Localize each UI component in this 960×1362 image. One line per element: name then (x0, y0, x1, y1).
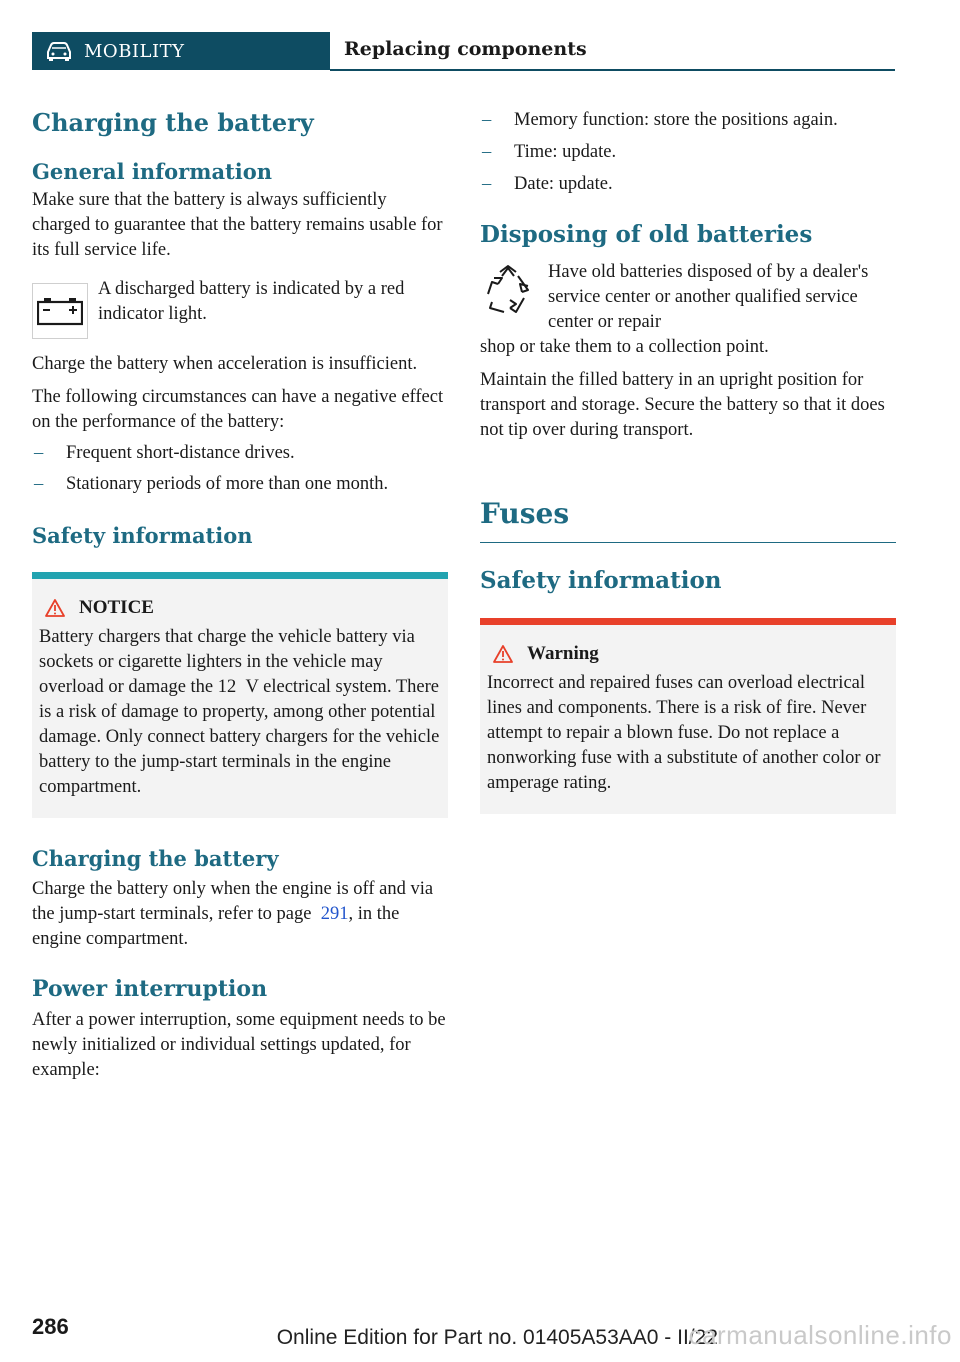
right-column (480, 100, 896, 814)
disposing-text: Have old batteries disposed of by a dealer's service center or another qualified service center or repair (548, 262, 869, 332)
notice-box (32, 572, 448, 818)
charging-heading: Charging the battery (32, 846, 279, 871)
maintain-text: Maintain the filled battery in an upright position for transport and storage. Secure the battery so that it does not tip over during transport. (480, 370, 885, 440)
general-info-text: Make sure that the battery is always sufficiently charged to guarantee that the battery remains usable for its full service life. (32, 190, 443, 260)
disposing-block (480, 260, 896, 335)
indicator-text: A discharged battery is indicated by a red indicator light. (98, 279, 405, 324)
dash-bullet: – (482, 174, 492, 194)
disposing-text-continued: shop or take them to a collection point. (480, 337, 769, 357)
warning-box (480, 618, 896, 814)
warning-triangle-icon (493, 645, 513, 663)
circumstances-intro: The following circumstances can have a negative effect on the performance of the battery: (32, 387, 444, 432)
battery-icon (32, 283, 88, 339)
watermark: carmanualsonline.info (688, 1320, 952, 1350)
chapter-title: Replacing components (344, 38, 587, 60)
notice-title-row (39, 597, 440, 619)
dash-bullet: – (482, 142, 492, 162)
warning-title-row (487, 643, 888, 665)
car-icon (44, 40, 74, 62)
notice-text: Battery chargers that charge the vehicle battery via sockets or cigarette lighters in the vehicle may overload or damage the 12 V electrical system. There is a risk of damage to property, among other potential damage. Only connect battery chargers for the vehicle battery to the jump-start terminals in the engine compartment. (39, 627, 440, 797)
warning-text: Incorrect and repaired fuses can overload electrical lines and components. There is a risk of fire. Never attempt to repair a blown fuse. Do not replace a nonworking fuse with a substitute of another color or amperage rating. (487, 673, 881, 793)
notice-title: NOTICE (79, 597, 154, 618)
general-info-heading: General information (32, 159, 273, 184)
charge-when-text: Charge the battery when acceleration is insufficient. (32, 354, 418, 374)
power-heading: Power interruption (32, 976, 268, 1002)
dash-bullet: – (34, 443, 44, 463)
header-rule (330, 69, 895, 71)
power-text: After a power interruption, some equipment needs to be newly initialized or individual settings updated, for example: (32, 1010, 446, 1080)
safety-heading: Safety information (32, 523, 253, 548)
dash-bullet: – (34, 474, 44, 494)
page-number: 286 (32, 1314, 69, 1339)
fuses-rule (480, 542, 896, 543)
list-item: – Stationary periods of more than one month. (32, 472, 448, 497)
fuses-heading: Fuses (480, 497, 570, 530)
edition-text: Online Edition for Part no. 01405A53AA0 - II/22 (276, 1326, 718, 1349)
fuses-safety-heading: Safety information (480, 567, 722, 594)
page-header (32, 32, 895, 72)
dash-bullet: – (482, 110, 492, 130)
circumstances-list (32, 441, 448, 497)
update-list (480, 108, 896, 197)
list-item: – Time: update. (480, 140, 896, 165)
disposing-heading: Disposing of old batteries (480, 221, 813, 248)
list-item: – Date: update. (480, 172, 896, 197)
warning-triangle-icon (45, 599, 65, 617)
section-title: Charging the battery (32, 108, 314, 137)
recycle-icon (480, 262, 536, 318)
section-label: MOBILITY (84, 40, 185, 62)
page-ref-link[interactable]: 291 (320, 904, 349, 924)
list-item: – Frequent short-distance drives. (32, 441, 448, 466)
charging-text: Charge the battery only when the engine is off and via the jump-start terminals, refer to page 291, in the engine compartment. (32, 879, 434, 949)
left-column (32, 100, 448, 1083)
warning-title: Warning (527, 643, 599, 664)
list-item: – Memory function: store the positions again. (480, 108, 896, 133)
section-tab (32, 32, 330, 70)
indicator-block (32, 277, 448, 339)
